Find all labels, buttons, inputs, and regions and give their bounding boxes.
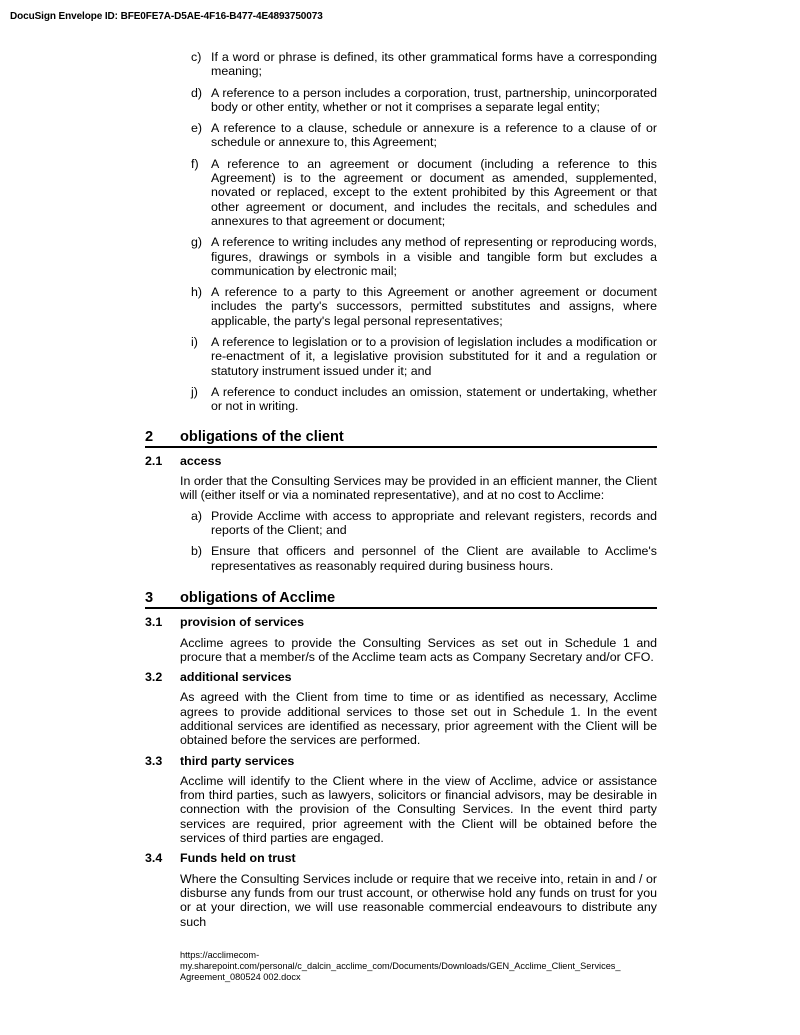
footer-line: https://acclimecom- (180, 950, 260, 960)
list-text: If a word or phrase is defined, its other grammatical forms have a corresponding meaning; (211, 50, 657, 79)
section-title: obligations of the client (180, 428, 344, 445)
subsection-heading (145, 454, 657, 468)
subsection-title: additional services (180, 670, 292, 685)
document-body (145, 50, 657, 935)
list-text: A reference to a party to this Agreement or another agreement or document includes the party's successors, permitted substitutes and assigns, where applicable, the party's legal personal representatives; (211, 285, 657, 328)
list-text: A reference to a person includes a corporation, trust, partnership, unincorporated body or other entity, whether or not it comprises a separate legal entity; (211, 85, 657, 114)
list-label: c) (191, 50, 202, 64)
definition-item (145, 121, 657, 150)
subsection-title: provision of services (180, 615, 304, 630)
docusign-envelope-id: DocuSign Envelope ID: BFE0FE7A-D5AE-4F16-B477-4E4893750073 (10, 11, 323, 22)
list-label: d) (191, 85, 203, 100)
definition-item (145, 385, 657, 414)
definition-item (145, 157, 657, 228)
subsection-title: third party services (180, 753, 295, 768)
paragraph: Acclime will identify to the Client where in the view of Acclime, advice or assistance from third parties, such as lawyers, solicitors or financial advisors, may be desirable in connection with the provision of the Consulting Services. In the event third party services are required, prior agreement with the Client will be obtained before the services of third parties are engaged. (180, 773, 657, 846)
subsection-title: access (180, 453, 222, 468)
footer-line: my.sharepoint.com/personal/c_dalcin_acclime_com/Documents/Downloads/GEN_Acclime_Client_Services_ (180, 961, 621, 971)
list-text: A reference to a clause, schedule or annexure is a reference to a clause of or schedule or annexure to, this Agreement; (211, 121, 657, 150)
list-label: j) (191, 384, 198, 399)
list-text: A reference to conduct includes an omission, statement or undertaking, whether or not in writing. (211, 384, 657, 414)
section-title: obligations of Acclime (180, 589, 336, 606)
list-text: Ensure that officers and personnel of the Client are available to Acclime's representatives as reasonably required during business hours. (211, 544, 657, 573)
list-text: A reference to an agreement or document (including a reference to this Agreement) is to the agreement or document as amended, supplemented, novated or replaced, except to the extent prohibited by this Agreement or that other agreement or document, and includes the recitals, and schedules and annexures to that agreement or document; (211, 156, 657, 228)
subsection-title: Funds held on trust (180, 851, 296, 866)
list-label: h) (191, 285, 203, 300)
subsection-heading (145, 670, 657, 684)
list-label: a) (191, 508, 203, 523)
definition-item (145, 86, 657, 115)
list-label: b) (191, 544, 203, 559)
paragraph: Where the Consulting Services include or require that we receive into, retain in and / or disburse any funds from our trust account, or otherwise hold any funds on trust for you or at your direction, we will use reasonable commercial endeavours to distribute any such (180, 871, 657, 929)
list-text: A reference to legislation or to a provision of legislation includes a modification or re-enactment of it, a legislative provision substituted for it and a regulation or statutory instrument issued under it; and (211, 335, 657, 378)
definition-item (145, 285, 657, 328)
footer-file-path (180, 950, 660, 983)
list-label: f) (191, 156, 199, 171)
list-text: A reference to writing includes any method of representing or reproducing words, figures, drawings or symbols in a visible and tangible form but excludes a communication by electronic mail; (211, 235, 657, 278)
list-item (145, 544, 657, 573)
subsection-number: 2.1 (145, 453, 163, 468)
subsection-heading (145, 851, 657, 865)
section-number: 2 (145, 428, 154, 445)
section-heading (145, 591, 657, 609)
paragraph: Acclime agrees to provide the Consulting Services as set out in Schedule 1 and procure that a member/s of the Acclime team acts as Company Secretary and/or CFO. (180, 635, 657, 664)
paragraph: As agreed with the Client from time to time or as identified as necessary, Acclime agrees to provide additional services to those set out in Schedule 1. In the event additional services are identified as necessary, prior agreement with the Client will be obtained before the services are performed. (180, 690, 657, 748)
list-item (145, 509, 657, 538)
definition-item (145, 335, 657, 378)
subsection-heading (145, 754, 657, 768)
definition-item (145, 235, 657, 278)
subsection-number: 3.3 (145, 753, 163, 768)
list-label: g) (191, 235, 203, 250)
list-label: e) (191, 121, 203, 136)
subsection-number: 3.2 (145, 670, 163, 685)
paragraph: In order that the Consulting Services may be provided in an efficient manner, the Client will (either itself or via a nominated representative), and at no cost to Acclime: (180, 474, 657, 503)
footer-line: Agreement_080524 002.docx (180, 972, 301, 982)
subsection-heading (145, 615, 657, 629)
section-number: 3 (145, 589, 154, 606)
list-label: i) (191, 335, 198, 350)
list-text: Provide Acclime with access to appropriate and relevant registers, records and reports of the Client; and (211, 508, 657, 538)
subsection-number: 3.4 (145, 851, 163, 866)
definition-item (145, 50, 657, 79)
subsection-number: 3.1 (145, 615, 163, 630)
section-heading (145, 430, 657, 448)
